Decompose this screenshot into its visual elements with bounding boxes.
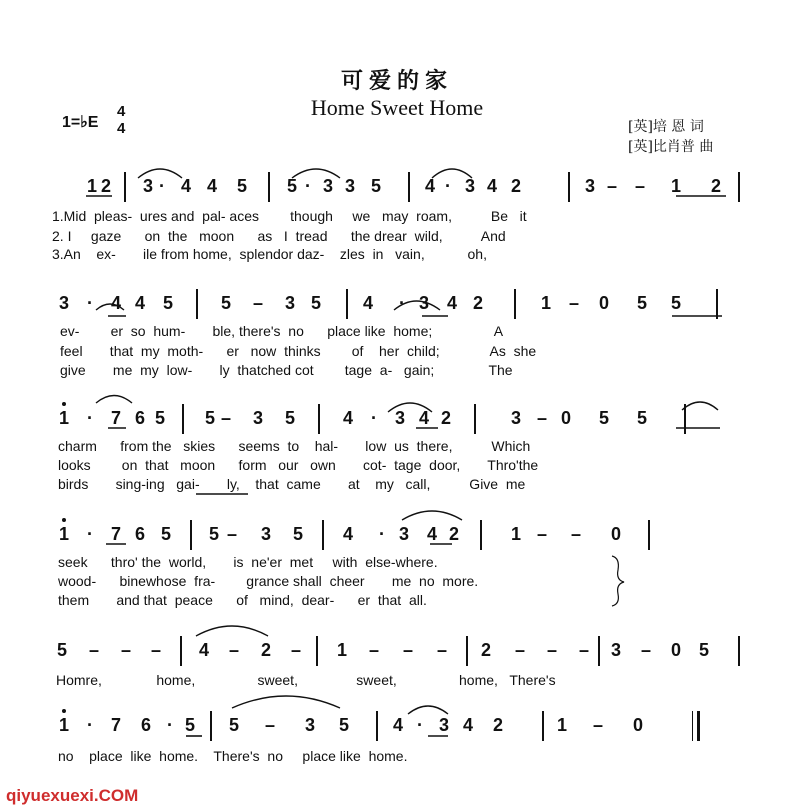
dot-note: · <box>87 524 93 544</box>
note: 1 <box>540 293 552 313</box>
title-english: Home Sweet Home <box>310 95 484 120</box>
lyrics-line: 3.An ex- ile from home, splendor daz- zles in vain, oh, <box>52 246 487 262</box>
note: 5 <box>310 293 322 313</box>
lyrics-line: Homre, home, sweet, sweet, home, There's <box>56 672 556 688</box>
note: 3 <box>322 176 334 196</box>
note: 2 <box>440 408 452 428</box>
lyricist-credit: [英]培 恩 词 <box>628 119 704 135</box>
dash-note: – <box>150 640 162 660</box>
barline <box>692 711 697 741</box>
lyrics-line: no place like home. There's no place like home. <box>58 748 408 764</box>
title-chinese: 可爱的家 <box>340 68 453 94</box>
note: 1 <box>59 409 69 427</box>
note: 5 <box>292 524 304 544</box>
composer-credit: [英]比肖普 曲 <box>628 139 714 155</box>
note: 1 <box>336 640 348 660</box>
dash-note: – <box>634 176 646 196</box>
barline <box>210 711 212 741</box>
dash-note: – <box>592 715 604 735</box>
note: 3 <box>464 176 476 196</box>
barline <box>268 172 270 202</box>
lyrics-line: ev- er so hum- ble, there's no place like home; A <box>60 323 504 339</box>
note: 5 <box>370 176 382 196</box>
note: 5 <box>162 293 174 313</box>
note: 4 <box>206 176 218 196</box>
note: 6 <box>140 715 152 735</box>
note: 1 <box>59 716 69 734</box>
note: 3 <box>610 640 622 660</box>
dash-note: – <box>640 640 652 660</box>
note: 1 <box>510 524 522 544</box>
barline <box>376 711 378 741</box>
note: 2 <box>472 293 484 313</box>
octave-dot <box>62 709 66 713</box>
lyrics-line: wood- binewhose fra- grance shall cheer me no more. <box>58 573 479 589</box>
note: 7 <box>110 524 122 544</box>
note: 3 <box>398 524 410 544</box>
dot-note: · <box>399 293 405 313</box>
note: 5 <box>284 408 296 428</box>
note: 5 <box>636 293 648 313</box>
time-signature <box>117 103 125 137</box>
note: 5 <box>636 408 648 428</box>
barline <box>124 172 126 202</box>
note: 3 <box>438 715 450 735</box>
barline <box>408 172 410 202</box>
lyrics-line: charm from the skies seems to hal- low us there, Which <box>58 438 531 454</box>
note: 5 <box>204 408 216 428</box>
dash-note: – <box>264 715 276 735</box>
note: 5 <box>598 408 610 428</box>
lyrics-line: seek thro' the world, is ne'er met with else-where. <box>58 554 438 570</box>
key-signature: 1=♭E <box>62 114 99 131</box>
note: 6 <box>134 524 146 544</box>
time-signature-top: 4 <box>117 103 126 120</box>
dot-note: · <box>159 176 165 196</box>
dash-note: – <box>252 293 264 313</box>
dash-note: – <box>546 640 558 660</box>
barline <box>318 404 320 434</box>
barline <box>466 636 468 666</box>
note: 3 <box>142 176 154 196</box>
dot-note: · <box>167 715 173 735</box>
dot-note: · <box>305 176 311 196</box>
dash-note: – <box>228 640 240 660</box>
dash-note: – <box>536 524 548 544</box>
note: 2 <box>100 176 112 196</box>
note: 7 <box>110 715 122 735</box>
octave-dot <box>62 402 66 406</box>
barline <box>684 404 686 434</box>
note: 5 <box>208 524 220 544</box>
note: 5 <box>698 640 710 660</box>
note: 4 <box>446 293 458 313</box>
note: 5 <box>338 715 350 735</box>
note: 4 <box>424 176 436 196</box>
dash-note: – <box>290 640 302 660</box>
barline <box>716 289 718 319</box>
dash-note: – <box>536 408 548 428</box>
barline <box>738 636 740 666</box>
note: 0 <box>610 524 622 544</box>
note: 0 <box>632 715 644 735</box>
dot-note: · <box>445 176 451 196</box>
time-signature-bottom: 4 <box>117 120 126 137</box>
note: 5 <box>184 715 196 735</box>
verse-bracket <box>612 556 624 606</box>
lyrics-line: feel that my moth- er now thinks of her child; As she <box>60 343 537 359</box>
note: 5 <box>236 176 248 196</box>
note: 0 <box>598 293 610 313</box>
octave-dot <box>62 518 66 522</box>
note: 7 <box>110 408 122 428</box>
dash-note: – <box>514 640 526 660</box>
dot-note: · <box>87 293 93 313</box>
note: 2 <box>260 640 272 660</box>
note: 4 <box>462 715 474 735</box>
note: 4 <box>180 176 192 196</box>
note: 1 <box>86 176 98 196</box>
dash-note: – <box>120 640 132 660</box>
note: 3 <box>58 293 70 313</box>
barline <box>480 520 482 550</box>
note: 4 <box>392 715 404 735</box>
barline <box>190 520 192 550</box>
note: 5 <box>228 715 240 735</box>
note: 3 <box>418 293 430 313</box>
note: 4 <box>198 640 210 660</box>
note: 3 <box>584 176 596 196</box>
note: 5 <box>160 524 172 544</box>
note: 5 <box>56 640 68 660</box>
note: 2 <box>510 176 522 196</box>
note: 4 <box>134 293 146 313</box>
dash-note: – <box>570 524 582 544</box>
dash-note: – <box>220 408 232 428</box>
barline <box>542 711 544 741</box>
note: 4 <box>362 293 374 313</box>
lyrics-line: them and that peace of mind, dear- er that all. <box>58 592 427 608</box>
barline <box>322 520 324 550</box>
dash-note: – <box>436 640 448 660</box>
note: 4 <box>486 176 498 196</box>
note: 5 <box>154 408 166 428</box>
note: 5 <box>220 293 232 313</box>
note: 3 <box>394 408 406 428</box>
dash-note: – <box>606 176 618 196</box>
dash-note: – <box>226 524 238 544</box>
barline <box>180 636 182 666</box>
note: 2 <box>448 524 460 544</box>
lyrics-line: 1.Mid pleas- ures and pal- aces though we may roam, Be it <box>52 208 527 224</box>
note: 4 <box>426 524 438 544</box>
dash-note: – <box>88 640 100 660</box>
note: 4 <box>342 408 354 428</box>
note: 4 <box>418 408 430 428</box>
barline <box>474 404 476 434</box>
note: 2 <box>492 715 504 735</box>
note: 1 <box>670 176 682 196</box>
dash-note: – <box>368 640 380 660</box>
note: 3 <box>344 176 356 196</box>
watermark: qiyuexuexi.COM <box>6 786 139 805</box>
note: 0 <box>560 408 572 428</box>
dot-note: · <box>371 408 377 428</box>
barline <box>316 636 318 666</box>
barline <box>648 520 650 550</box>
dot-note: · <box>379 524 385 544</box>
dash-note: – <box>568 293 580 313</box>
lyrics-line: give me my low- ly thatched cot tage a- gain; The <box>60 362 513 378</box>
note: 4 <box>110 293 122 313</box>
note: 5 <box>670 293 682 313</box>
note: 3 <box>252 408 264 428</box>
barline <box>568 172 570 202</box>
barline <box>346 289 348 319</box>
barline <box>738 172 740 202</box>
lyrics-line: birds sing-ing gai- ly, that came at my call, Give me <box>58 476 526 492</box>
note: 4 <box>342 524 354 544</box>
barline <box>514 289 516 319</box>
dot-note: · <box>87 408 93 428</box>
note: 1 <box>59 525 69 543</box>
note: 3 <box>510 408 522 428</box>
barline <box>598 636 600 666</box>
note: 3 <box>284 293 296 313</box>
barline <box>182 404 184 434</box>
barline <box>196 289 198 319</box>
dash-note: – <box>402 640 414 660</box>
note: 6 <box>134 408 146 428</box>
note: 2 <box>480 640 492 660</box>
dash-note: – <box>578 640 590 660</box>
note: 3 <box>260 524 272 544</box>
note: 3 <box>304 715 316 735</box>
dot-note: · <box>87 715 93 735</box>
note: 2 <box>710 176 722 196</box>
note: 1 <box>556 715 568 735</box>
dot-note: · <box>417 715 423 735</box>
lyrics-line: 2. I gaze on the moon as I tread the drear wild, And <box>52 228 506 244</box>
note: 0 <box>670 640 682 660</box>
note: 5 <box>286 176 298 196</box>
lyrics-line: looks on that moon form our own cot- tage door, Thro'the <box>58 457 539 473</box>
